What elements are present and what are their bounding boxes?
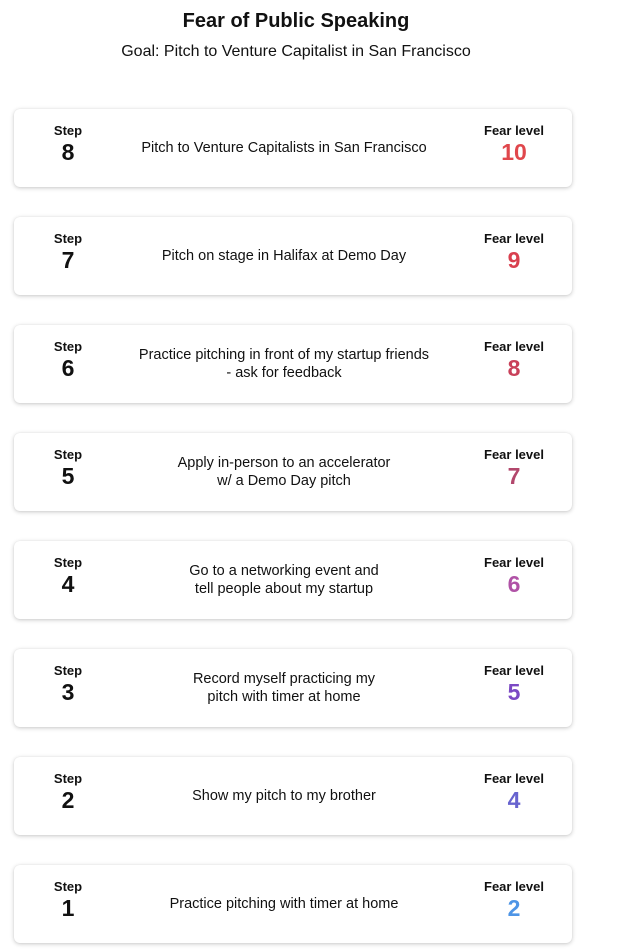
step-card bbox=[14, 649, 572, 727]
step-number: 7 bbox=[61, 247, 75, 273]
step-label: Step bbox=[53, 447, 83, 462]
step-column bbox=[40, 771, 96, 814]
fear-column bbox=[469, 879, 559, 922]
step-description: Pitch on stage in Halifax at Demo Day bbox=[161, 248, 407, 264]
step-card bbox=[14, 433, 572, 511]
step-column bbox=[40, 879, 96, 922]
step-number: 5 bbox=[61, 463, 75, 489]
step-column bbox=[40, 231, 96, 274]
fear-level-label: Fear level bbox=[484, 447, 544, 462]
fear-level-label: Fear level bbox=[484, 123, 544, 138]
fear-level-label: Fear level bbox=[484, 555, 544, 570]
fear-column bbox=[469, 771, 559, 814]
step-card bbox=[14, 217, 572, 295]
fear-level-label: Fear level bbox=[484, 771, 544, 786]
step-column bbox=[40, 123, 96, 166]
step-description: Record myself practicing my pitch with timer at home bbox=[192, 671, 376, 705]
fear-column bbox=[469, 123, 559, 166]
fear-level-label: Fear level bbox=[484, 339, 544, 354]
step-number: 2 bbox=[61, 787, 75, 813]
fear-level-value: 4 bbox=[507, 787, 521, 813]
step-card bbox=[14, 865, 572, 943]
step-label: Step bbox=[53, 663, 83, 678]
fear-column bbox=[469, 555, 559, 598]
step-description: Apply in-person to an accelerator w/ a Demo Day pitch bbox=[177, 455, 391, 489]
step-number: 8 bbox=[61, 139, 75, 165]
step-card bbox=[14, 757, 572, 835]
fear-level-value: 5 bbox=[507, 679, 521, 705]
fear-level-value: 6 bbox=[507, 571, 521, 597]
step-column bbox=[40, 447, 96, 490]
step-label: Step bbox=[53, 123, 83, 138]
fear-level-value: 2 bbox=[507, 895, 521, 921]
fear-level-label: Fear level bbox=[484, 231, 544, 246]
fear-level-label: Fear level bbox=[484, 663, 544, 678]
fear-level-value: 10 bbox=[501, 139, 527, 165]
fear-level-label: Fear level bbox=[484, 879, 544, 894]
step-number: 3 bbox=[61, 679, 75, 705]
step-label: Step bbox=[53, 879, 83, 894]
step-number: 4 bbox=[61, 571, 75, 597]
step-description: Practice pitching with timer at home bbox=[169, 896, 399, 912]
step-label: Step bbox=[53, 339, 83, 354]
step-card bbox=[14, 109, 572, 187]
step-description: Pitch to Venture Capitalists in San Francisco bbox=[141, 140, 427, 156]
step-label: Step bbox=[53, 231, 83, 246]
step-label: Step bbox=[53, 555, 83, 570]
fear-level-value: 9 bbox=[507, 247, 521, 273]
step-column bbox=[40, 339, 96, 382]
step-card bbox=[14, 325, 572, 403]
fear-column bbox=[469, 447, 559, 490]
step-card bbox=[14, 541, 572, 619]
step-description: Practice pitching in front of my startup friends - ask for feedback bbox=[138, 347, 430, 381]
step-description: Go to a networking event and tell people about my startup bbox=[189, 563, 379, 597]
fear-column bbox=[469, 663, 559, 706]
fear-column bbox=[469, 339, 559, 382]
step-description: Show my pitch to my brother bbox=[192, 788, 376, 804]
step-label: Step bbox=[53, 771, 83, 786]
fear-column bbox=[469, 231, 559, 274]
fear-level-value: 7 bbox=[507, 463, 521, 489]
step-column bbox=[40, 555, 96, 598]
page-subtitle: Goal: Pitch to Venture Capitalist in San Francisco bbox=[121, 43, 471, 60]
step-column bbox=[40, 663, 96, 706]
step-number: 6 bbox=[61, 355, 75, 381]
step-number: 1 bbox=[61, 895, 75, 921]
fear-level-value: 8 bbox=[507, 355, 521, 381]
page-title: Fear of Public Speaking bbox=[182, 10, 410, 32]
